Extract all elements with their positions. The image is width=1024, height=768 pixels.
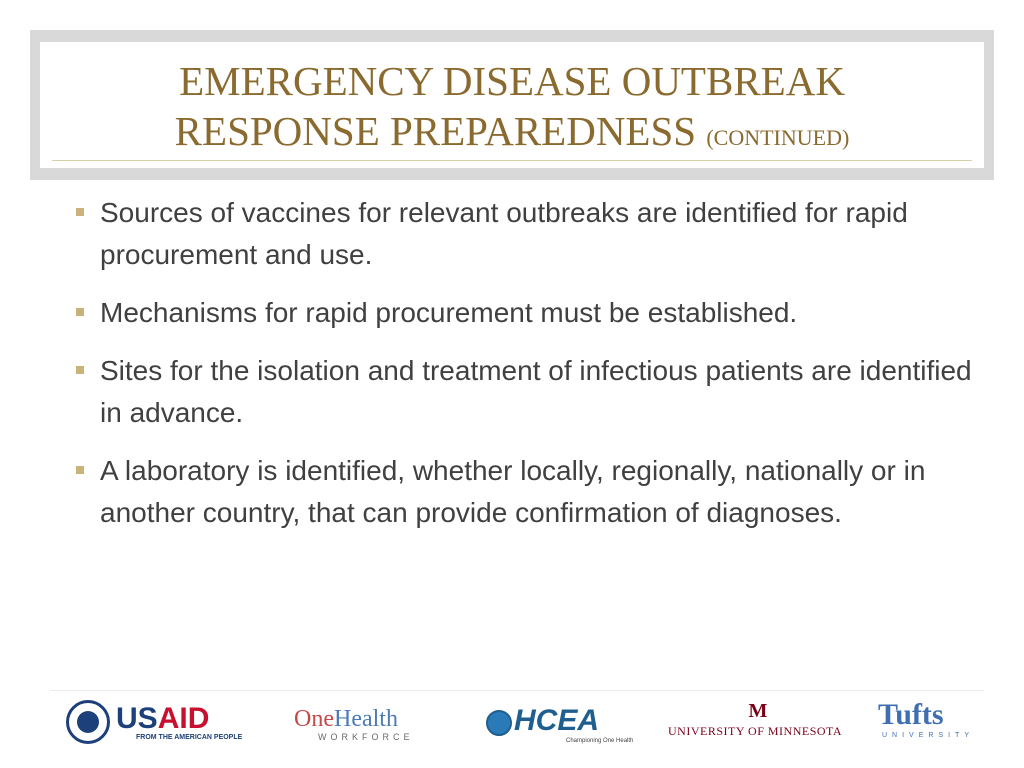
bullet-item: [72, 192, 972, 276]
bullet-text: Sources of vaccines for relevant outbreaks are identified for rapid procurement and use.: [100, 197, 908, 270]
hcea-tagline: Championing One Health: [566, 738, 634, 744]
bullet-square-icon: [76, 366, 84, 374]
usaid-logo: [116, 702, 209, 736]
partner-logos: [0, 698, 1024, 748]
title-line-1: EMERGENCY DISEASE OUTBREAK: [179, 58, 845, 104]
bullet-square-icon: [76, 466, 84, 474]
bullet-text: A laboratory is identified, whether locally, regionally, nationally or in another country, that can provide confirmation of diagnoses.: [100, 455, 926, 528]
title-line-2-text: RESPONSE PREPAREDNESS: [174, 108, 697, 154]
usaid-logo-us: US: [116, 702, 158, 735]
title-line-2: [40, 106, 984, 163]
bullet-square-icon: [76, 208, 84, 216]
slide-title: [40, 56, 984, 163]
one-health-logo-health: Health: [333, 706, 398, 732]
hcea-logo: HCEA: [514, 704, 600, 737]
umn-m-icon: M: [748, 700, 768, 722]
globe-icon: [486, 710, 512, 736]
one-health-logo-one: One: [294, 706, 334, 732]
bullet-text: Mechanisms for rapid procurement must be established.: [100, 297, 798, 328]
bullet-item: [72, 350, 972, 434]
usaid-logo-aid: AID: [157, 702, 210, 735]
tufts-tagline: UNIVERSITY: [882, 732, 975, 739]
usaid-tagline: FROM THE AMERICAN PEOPLE: [136, 734, 243, 741]
footer-divider: [50, 690, 984, 691]
title-divider: [52, 160, 972, 161]
bullet-list: [72, 192, 972, 550]
title-subtitle: (CONTINUED): [706, 125, 850, 150]
bullet-square-icon: [76, 308, 84, 316]
usaid-seal-icon: [66, 700, 110, 744]
bullet-item: [72, 450, 972, 534]
one-health-logo: [294, 706, 398, 733]
one-health-tagline: WORKFORCE: [318, 732, 414, 742]
umn-logo: UNIVERSITY OF MINNESOTA: [668, 724, 843, 738]
bullet-text: Sites for the isolation and treatment of infectious patients are identified in advance.: [100, 355, 972, 428]
title-band: [30, 30, 994, 180]
tufts-logo: Tufts: [878, 698, 944, 731]
bullet-item: [72, 292, 972, 334]
title-box: [40, 42, 984, 168]
